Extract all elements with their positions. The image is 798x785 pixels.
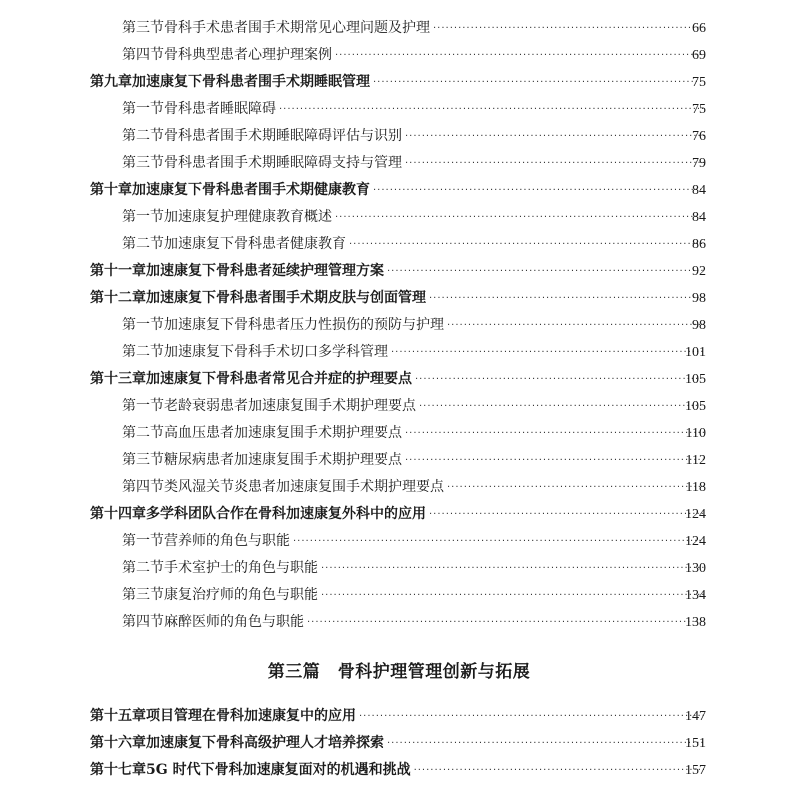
toc-leader-dots [419, 393, 704, 420]
toc-entry-label: 第四节 [122, 614, 164, 630]
toc-entry-title: 项目管理在骨科加速康复中的应用 [146, 708, 356, 724]
toc-entry-title: 老龄衰弱患者加速康复围手术期护理要点 [164, 398, 416, 414]
toc-leader-dots [387, 258, 704, 285]
toc-entry-title: 加速康复护理健康教育概述 [164, 209, 332, 225]
toc-entry-title: 骨科患者围手术期睡眠障碍评估与识别 [164, 128, 402, 144]
toc-section-entry[interactable] [0, 96, 798, 123]
toc-entry-label: 第二节 [122, 128, 164, 144]
toc-entry-title: 加速康复下骨科患者围手术期睡眠管理 [132, 74, 370, 90]
toc-page-number: 151 [685, 736, 706, 751]
toc-entry-label: 第一节 [122, 317, 164, 333]
toc-entry-text [122, 42, 706, 69]
toc-entry-title: 营养师的角色与职能 [164, 533, 290, 549]
toc-leader-dots [335, 204, 704, 231]
toc-leader-dots [429, 285, 704, 312]
toc-leader-dots [335, 42, 704, 69]
toc-entry-text [122, 420, 706, 447]
toc-entry-label: 第九章 [90, 74, 132, 90]
toc-entry-label: 第十一章 [90, 263, 146, 279]
toc-leader-dots [391, 339, 704, 366]
toc-page-number: 98 [692, 318, 706, 333]
toc-entry-title: 骨科典型患者心理护理案例 [164, 47, 332, 63]
toc-entry-text [90, 177, 706, 204]
toc-section-entry[interactable] [0, 204, 798, 231]
toc-page-number: 92 [692, 264, 706, 279]
toc-entry-label: 第一节 [122, 209, 164, 225]
toc-entry-title: 加速康复下骨科患者压力性损伤的预防与护理 [164, 317, 444, 333]
toc-section-entry[interactable] [0, 582, 798, 609]
toc-entry-title: 高血压患者加速康复围手术期护理要点 [164, 425, 402, 441]
toc-entry-title: 骨科手术患者围手术期常见心理问题及护理 [164, 20, 430, 36]
toc-leader-dots [279, 96, 704, 123]
toc-chapter-entry[interactable] [0, 501, 798, 528]
toc-entry-label: 第四节 [122, 47, 164, 63]
toc-entry-text [122, 150, 706, 177]
toc-entry-title: 加速康复下骨科患者围手术期皮肤与创面管理 [146, 290, 426, 306]
toc-page-number: 84 [692, 183, 706, 198]
toc-entry-title: 骨科患者睡眠障碍 [164, 101, 276, 117]
toc-entry-label: 第三节 [122, 155, 164, 171]
toc-leader-dots [387, 730, 704, 757]
toc-chapter-entry[interactable] [0, 366, 798, 393]
toc-page-number: 105 [685, 372, 706, 387]
toc-chapter-entry[interactable] [0, 703, 798, 730]
toc-page-number: 76 [692, 129, 706, 144]
toc-chapter-entry[interactable] [0, 69, 798, 96]
toc-page-number: 75 [692, 75, 706, 90]
toc-entry-text [90, 703, 706, 730]
toc-section-entry[interactable] [0, 474, 798, 501]
toc-leader-dots [405, 447, 704, 474]
toc-leader-dots [321, 582, 704, 609]
toc-entry-text [90, 69, 706, 96]
toc-entry-text [122, 15, 706, 42]
toc-page-number: 79 [692, 156, 706, 171]
toc-entry-label: 第一节 [122, 398, 164, 414]
part-title: 第三篇 骨科护理管理创新与拓展 [267, 662, 531, 682]
toc-entry-text [122, 555, 706, 582]
toc-entry-title: 康复治疗师的角色与职能 [164, 587, 318, 603]
toc-entry-text [122, 447, 706, 474]
toc-entry-title: 多学科团队合作在骨科加速康复外科中的应用 [146, 506, 426, 522]
toc-entry-text [122, 96, 706, 123]
toc-entry-text [122, 393, 706, 420]
toc-page-number: 105 [685, 399, 706, 414]
toc-page-number: 66 [692, 21, 706, 36]
toc-page-number: 157 [685, 763, 706, 778]
toc-entry-title: 加速康复下骨科患者常见合并症的护理要点 [146, 371, 412, 387]
toc-page-number: 75 [692, 102, 706, 117]
toc-section-entry[interactable] [0, 555, 798, 582]
toc-entry-label: 第四节 [122, 479, 164, 495]
toc-entry-title: 麻醉医师的角色与职能 [164, 614, 304, 630]
toc-entry-title: 加速康复下骨科手术切口多学科管理 [164, 344, 388, 360]
toc-entry-label: 第十三章 [90, 371, 146, 387]
toc-page-number: 124 [685, 534, 706, 549]
toc-leader-dots [373, 69, 704, 96]
toc-leader-dots [429, 501, 704, 528]
toc-entry-title: 加速康复下骨科患者延续护理管理方案 [146, 263, 384, 279]
toc-entry-title: 糖尿病患者加速康复围手术期护理要点 [164, 452, 402, 468]
toc-entry-label: 第十七章 [90, 762, 146, 778]
toc-entry-label: 第二节 [122, 344, 164, 360]
toc-leader-dots [349, 231, 704, 258]
toc-page-number: 112 [685, 453, 706, 468]
toc-section-entry[interactable] [0, 609, 798, 636]
toc-entry-text [90, 501, 706, 528]
toc-entry-title: 5G 时代下骨科加速康复面对的机遇和挑战 [146, 762, 411, 778]
toc-chapter-entry[interactable] [0, 285, 798, 312]
toc-page-number: 84 [692, 210, 706, 225]
toc-entry-title: 类风湿关节炎患者加速康复围手术期护理要点 [164, 479, 444, 495]
toc-section-entry[interactable] [0, 15, 798, 42]
toc-entry-label: 第十六章 [90, 735, 146, 751]
toc-leader-dots [307, 609, 704, 636]
toc-chapter-entry[interactable] [0, 730, 798, 757]
toc-chapter-entry[interactable] [0, 258, 798, 285]
toc-page-number: 98 [692, 291, 706, 306]
toc-leader-dots [405, 420, 704, 447]
toc-section-entry[interactable] [0, 231, 798, 258]
toc-page-number: 134 [685, 588, 706, 603]
toc-leader-dots [433, 15, 704, 42]
toc-leader-dots [414, 757, 704, 784]
toc-page-number: 130 [685, 561, 706, 576]
toc-leader-dots [321, 555, 704, 582]
toc-entry-label: 第二节 [122, 236, 164, 252]
toc-entry-text [122, 312, 706, 339]
toc-entry-label: 第三节 [122, 20, 164, 36]
toc-page-number: 124 [685, 507, 706, 522]
toc-entry-label: 第二节 [122, 425, 164, 441]
toc-section-entry[interactable] [0, 339, 798, 366]
toc-page-number: 69 [692, 48, 706, 63]
toc-section-entry[interactable] [0, 150, 798, 177]
toc-section-entry[interactable] [0, 312, 798, 339]
toc-section-entry[interactable] [0, 447, 798, 474]
toc-entry-text [122, 609, 706, 636]
toc-leader-dots [415, 366, 704, 393]
toc-entry-label: 第十二章 [90, 290, 146, 306]
toc-entry-label: 第二节 [122, 560, 164, 576]
toc-entry-text [90, 730, 706, 757]
toc-entry-label: 第一节 [122, 101, 164, 117]
toc-section-entry[interactable] [0, 420, 798, 447]
toc-page-number: 118 [685, 480, 706, 495]
toc-page-number: 86 [692, 237, 706, 252]
toc-entry-label: 第十章 [90, 182, 132, 198]
toc-entry-title: 加速康复下骨科高级护理人才培养探索 [146, 735, 384, 751]
toc-entry-text [122, 204, 706, 231]
toc-page-number: 138 [685, 615, 706, 630]
toc-entry-label: 第十四章 [90, 506, 146, 522]
toc-entry-title: 手术室护士的角色与职能 [164, 560, 318, 576]
toc-chapter-entry[interactable] [0, 177, 798, 204]
toc-leader-dots [359, 703, 704, 730]
toc-list-top [0, 15, 798, 636]
toc-entry-text [90, 285, 706, 312]
toc-entry-label: 第三节 [122, 587, 164, 603]
toc-entry-text [90, 258, 706, 285]
toc-entry-text [122, 582, 706, 609]
toc-section-entry[interactable] [0, 123, 798, 150]
toc-entry-text [122, 123, 706, 150]
toc-page-number: 147 [685, 709, 706, 724]
toc-section-entry[interactable] [0, 393, 798, 420]
toc-entry-text [90, 366, 706, 393]
toc-entry-text [122, 528, 706, 555]
toc-entry-label: 第三节 [122, 452, 164, 468]
toc-entry-text [122, 339, 706, 366]
toc-list-bottom [0, 703, 798, 784]
toc-entry-text [122, 474, 706, 501]
toc-page-number: 110 [685, 426, 706, 441]
toc-leader-dots [293, 528, 704, 555]
toc-entry-title: 加速康复下骨科患者围手术期健康教育 [132, 182, 370, 198]
toc-page-number: 101 [685, 345, 706, 360]
toc-entry-text [122, 231, 706, 258]
toc-leader-dots [405, 150, 704, 177]
toc-section-entry[interactable] [0, 42, 798, 69]
toc-entry-text [90, 757, 706, 784]
toc-leader-dots [373, 177, 704, 204]
toc-chapter-entry[interactable] [0, 757, 798, 784]
toc-leader-dots [405, 123, 704, 150]
toc-entry-title: 骨科患者围手术期睡眠障碍支持与管理 [164, 155, 402, 171]
toc-entry-label: 第十五章 [90, 708, 146, 724]
toc-entry-title: 加速康复下骨科患者健康教育 [164, 236, 346, 252]
toc-entry-label: 第一节 [122, 533, 164, 549]
toc-section-entry[interactable] [0, 528, 798, 555]
